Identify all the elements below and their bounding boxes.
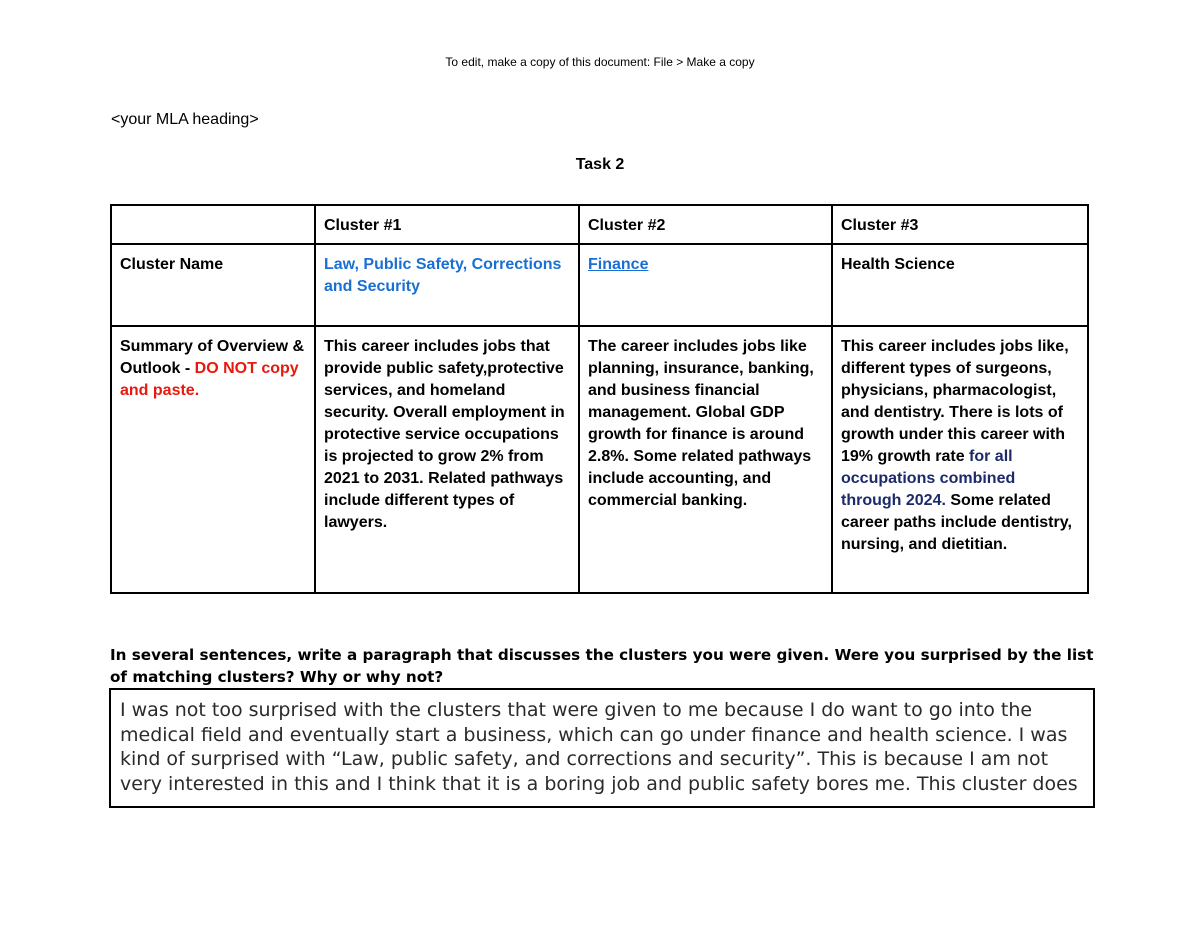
finance-link[interactable]: Finance <box>588 256 649 273</box>
copy-instructions: To edit, make a copy of this document: File > Make a copy <box>445 55 755 69</box>
table-header-row <box>111 205 1088 244</box>
cluster-2-name <box>579 244 832 326</box>
summary-3-part-c: Some related career paths include dentistry, nursing, and dietitian. <box>841 492 1072 553</box>
summary-cluster-2: The career includes jobs like planning, insurance, banking, and business financial management. Global GDP growth for finance is around 2.8%. Some related pathways include accounting, and commercial banking. <box>579 326 832 593</box>
cluster-1-name-text: Law, Public Safety, Corrections and Security <box>324 256 562 295</box>
answer-text[interactable]: I was not too surprised with the clusters that were given to me because I do want to go into the medical field and eventually start a business, which can go under finance and health science. I was kind of surprised with “Law, public safety, and corrections and security”. This is because I am not very interested in this and I think that it is a boring job and public safety bores me. This cluster does <box>120 699 1078 795</box>
summary-cluster-3 <box>832 326 1088 593</box>
header-cluster-1: Cluster #1 <box>315 205 579 244</box>
summary-row <box>111 326 1088 593</box>
task-title: Task 2 <box>575 156 625 173</box>
header-cluster-2: Cluster #2 <box>579 205 832 244</box>
paragraph-prompt: In several sentences, write a paragraph that discusses the clusters you were given. Were you surprised by the list of matching clusters? Why or why not? <box>110 646 1094 686</box>
mla-heading-placeholder: <your MLA heading> <box>111 111 259 128</box>
cluster-1-name <box>315 244 579 326</box>
header-cell-empty <box>111 205 315 244</box>
cluster-3-name: Health Science <box>832 244 1088 326</box>
clusters-table <box>110 204 1089 594</box>
cluster-name-row <box>111 244 1088 326</box>
summary-3-part-a: This career includes jobs like, different types of surgeons, physicians, pharmacologist, and dentistry. There is lots of growth under this career with 19% growth rate <box>841 338 1069 465</box>
answer-box[interactable] <box>109 688 1095 808</box>
header-cluster-3: Cluster #3 <box>832 205 1088 244</box>
cluster-name-label: Cluster Name <box>111 244 315 326</box>
summary-cluster-1: This career includes jobs that provide public safety,protective services, and homeland security. Overall employment in protective service occupations is projected to grow 2% from 2021 to 2031. Related pathways include different types of lawyers. <box>315 326 579 593</box>
summary-3-part-b: for all occupations combined through 2024. <box>841 448 1016 509</box>
summary-warning: DO NOT copy and paste. <box>120 360 299 399</box>
summary-label-text: Summary of Overview & Outlook - <box>120 338 305 377</box>
summary-label <box>111 326 315 593</box>
